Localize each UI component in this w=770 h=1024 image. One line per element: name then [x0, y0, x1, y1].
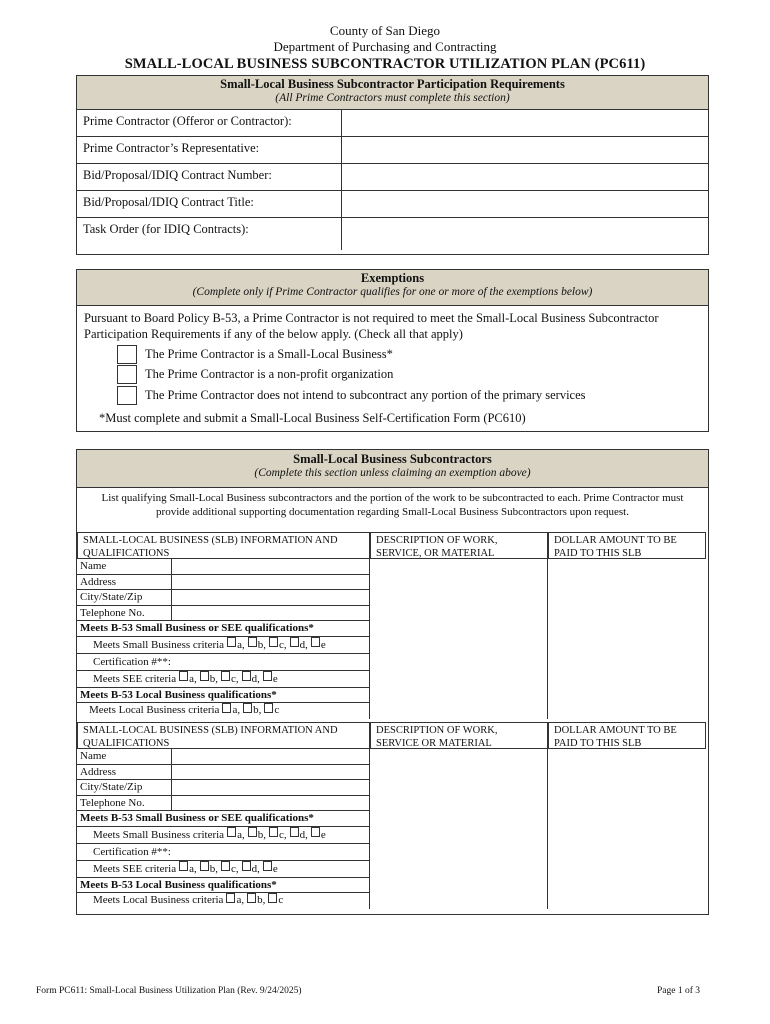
certification-label: Certification #**:: [93, 655, 171, 668]
certification-row: [77, 654, 369, 671]
slb-block-2-body: [77, 749, 706, 909]
exemption-label-small-local: The Prime Contractor is a Small-Local Business*: [145, 346, 393, 361]
city-label: City/State/Zip: [77, 780, 172, 795]
small-business-criteria-row: [77, 827, 369, 844]
exemptions-section: [76, 269, 709, 432]
slb-info-column-header: SMALL-LOCAL BUSINESS (SLB) INFORMATION AND QUALIFICATIONS: [77, 532, 370, 559]
exemption-label-non-profit: The Prime Contractor is a non-profit organization: [145, 367, 394, 382]
work-description-column-header: DESCRIPTION OF WORK, SERVICE OR MATERIAL: [370, 722, 548, 749]
subcontractors-header: [77, 450, 708, 488]
local-b-checkbox[interactable]: [243, 703, 252, 713]
page-number: Page 1 of 3: [656, 986, 700, 996]
name-row: [77, 559, 369, 575]
subcontractors-instructions: List qualifying Small-Local Business subcontractors and the portion of the work to be subcontracted to each. Prime Contractor must provide additional supporting documentation regarding Small-Local Business Subcontractors upon request.: [101, 492, 684, 518]
address-field[interactable]: [172, 575, 369, 590]
criteria-e-label: e: [320, 638, 326, 651]
slb-info-cell: [77, 559, 370, 719]
representative-field[interactable]: [342, 137, 708, 163]
small-business-criteria-label: Meets Small Business criteria: [93, 638, 225, 651]
see-c-checkbox[interactable]: [221, 671, 230, 681]
exemptions-subtitle: (Complete only if Prime Contractor qualifies for one or more of the exemptions below): [192, 286, 593, 298]
department-name: Department of Purchasing and Contracting: [273, 39, 497, 54]
requirements-title: Small-Local Business Subcontractor Participation Requirements: [220, 77, 565, 91]
city-row: [77, 590, 369, 606]
prime-contractor-field[interactable]: [342, 110, 708, 136]
phone-label: Telephone No.: [77, 796, 172, 811]
city-field[interactable]: [172, 780, 369, 795]
see-b-label: b,: [209, 672, 218, 685]
exemption-checkbox-no-subcontract[interactable]: [117, 386, 137, 405]
certification-label: Certification #**:: [93, 845, 171, 858]
phone-field[interactable]: [172, 796, 369, 811]
phone-field[interactable]: [172, 606, 369, 621]
local-a-label: a,: [236, 894, 245, 906]
see-criteria-label: Meets SEE criteria: [93, 862, 177, 875]
subcontractors-subtitle: (Complete this section unless claiming an exemption above): [254, 467, 531, 479]
address-field[interactable]: [172, 765, 369, 780]
slb-info-cell: [77, 749, 370, 909]
criteria-c-checkbox[interactable]: [269, 637, 278, 647]
see-b-checkbox[interactable]: [200, 671, 209, 681]
see-a-checkbox[interactable]: [179, 861, 188, 871]
dollar-amount-column-header: DOLLAR AMOUNT TO BE PAID TO THIS SLB: [548, 532, 706, 559]
slb-block-2: [77, 722, 706, 909]
representative-row: [77, 137, 708, 164]
prime-contractor-label: Prime Contractor (Offeror or Contractor):: [77, 110, 342, 136]
local-a-label: a,: [232, 704, 241, 716]
see-e-checkbox[interactable]: [263, 671, 272, 681]
certification-row: [77, 844, 369, 861]
form-title: SMALL-LOCAL BUSINESS SUBCONTRACTOR UTILIZATION PLAN (PC611): [124, 56, 646, 72]
address-row: [77, 765, 369, 781]
criteria-b-checkbox[interactable]: [248, 637, 257, 647]
local-business-criteria-label: Meets Local Business criteria: [93, 894, 224, 906]
criteria-a-checkbox[interactable]: [227, 827, 236, 837]
exemptions-header: [77, 270, 708, 306]
see-a-label: a,: [189, 672, 197, 685]
local-a-checkbox[interactable]: [226, 893, 235, 903]
dollar-amount-field[interactable]: [548, 559, 706, 719]
see-criteria-row: [77, 861, 369, 878]
see-d-checkbox[interactable]: [242, 861, 251, 871]
see-a-checkbox[interactable]: [179, 671, 188, 681]
local-business-criteria-row: [77, 893, 369, 909]
county-name: County of San Diego: [329, 23, 441, 38]
task-order-field[interactable]: [342, 218, 708, 250]
local-business-qualifications: Meets B-53 Local Business qualifications*: [77, 688, 369, 704]
see-c-checkbox[interactable]: [221, 861, 230, 871]
see-d-checkbox[interactable]: [242, 671, 251, 681]
see-d-label: d,: [251, 672, 260, 685]
contract-title-label: Bid/Proposal/IDIQ Contract Title:: [77, 191, 342, 217]
task-order-row: [77, 218, 708, 250]
exemption-option-non-profit: [117, 365, 708, 386]
contract-title-row: [77, 191, 708, 218]
see-criteria-label: Meets SEE criteria: [93, 672, 177, 685]
contract-number-field[interactable]: [342, 164, 708, 190]
local-b-label: b,: [253, 704, 262, 716]
subcontractors-title: Small-Local Business Subcontractors: [293, 452, 492, 466]
small-business-criteria-row: [77, 637, 369, 654]
exemption-checkbox-non-profit[interactable]: [117, 365, 137, 384]
local-business-criteria-row: [77, 703, 369, 719]
phone-row: [77, 606, 369, 622]
phone-row: [77, 796, 369, 812]
see-criteria-row: [77, 671, 369, 688]
slb-block-1-header: [77, 532, 706, 559]
slb-block-1-body: [77, 559, 706, 719]
dollar-amount-field[interactable]: [548, 749, 706, 909]
criteria-d-checkbox[interactable]: [290, 827, 299, 837]
slb-info-column-header: SMALL-LOCAL BUSINESS (SLB) INFORMATION AND QUALIFICATIONS: [77, 722, 370, 749]
criteria-e-checkbox[interactable]: [311, 637, 320, 647]
see-c-label: c,: [230, 862, 239, 875]
exemption-options: [117, 344, 708, 406]
phone-label: Telephone No.: [77, 606, 172, 621]
local-business-qualifications: Meets B-53 Local Business qualifications*: [77, 878, 369, 894]
contract-number-label: Bid/Proposal/IDIQ Contract Number:: [77, 164, 342, 190]
exemptions-intro: Pursuant to Board Policy B-53, a Prime Contractor is not required to meet the Small-Local Business Subcontractor Participation Requirements if any of the below apply. (Check all that apply): [84, 311, 659, 341]
work-description-column-header: DESCRIPTION OF WORK, SERVICE, OR MATERIAL: [370, 532, 548, 559]
criteria-a-label: a,: [237, 638, 245, 651]
criteria-c-checkbox[interactable]: [269, 827, 278, 837]
exemption-option-small-local: [117, 344, 708, 365]
criteria-a-label: a,: [237, 828, 245, 841]
exemption-checkbox-small-local[interactable]: [117, 345, 137, 364]
see-a-label: a,: [189, 862, 197, 875]
local-b-label: b,: [257, 894, 266, 906]
see-c-label: c,: [230, 672, 239, 685]
see-e-label: e: [272, 862, 278, 875]
representative-label: Prime Contractor’s Representative:: [77, 137, 342, 163]
criteria-e-label: e: [320, 828, 326, 841]
see-e-label: e: [272, 672, 278, 685]
city-label: City/State/Zip: [77, 590, 172, 605]
exemptions-note: *Must complete and submit a Small-Local Business Self-Certification Form (PC610): [99, 410, 526, 425]
small-business-qualifications: Meets B-53 Small Business or SEE qualifications*: [77, 811, 369, 827]
local-business-criteria-label: Meets Local Business criteria: [89, 704, 220, 716]
see-b-label: b,: [209, 862, 218, 875]
name-row: [77, 749, 369, 765]
name-label: Name: [77, 749, 172, 764]
city-row: [77, 780, 369, 796]
form-footer: Form PC611: Small-Local Business Utilization Plan (Rev. 9/24/2025): [36, 986, 302, 996]
city-field[interactable]: [172, 590, 369, 605]
name-label: Name: [77, 559, 172, 574]
contract-number-row: [77, 164, 708, 191]
address-label: Address: [77, 765, 172, 780]
address-label: Address: [77, 575, 172, 590]
exemption-option-no-subcontract: [117, 385, 708, 406]
small-business-criteria-label: Meets Small Business criteria: [93, 828, 225, 841]
criteria-e-checkbox[interactable]: [311, 827, 320, 837]
criteria-d-label: d,: [299, 828, 308, 841]
see-e-checkbox[interactable]: [263, 861, 272, 871]
task-order-label: Task Order (for IDIQ Contracts):: [77, 218, 342, 250]
contract-title-field[interactable]: [342, 191, 708, 217]
local-b-checkbox[interactable]: [247, 893, 256, 903]
slb-block-2-header: [77, 722, 706, 749]
work-description-field[interactable]: [370, 559, 548, 719]
exemptions-title: Exemptions: [360, 271, 425, 285]
criteria-b-label: b,: [257, 828, 266, 841]
name-field[interactable]: [172, 749, 369, 764]
exemption-label-no-subcontract: The Prime Contractor does not intend to subcontract any portion of the primary services: [145, 387, 586, 402]
name-field[interactable]: [172, 559, 369, 574]
criteria-c-label: c,: [278, 638, 287, 651]
local-c-label: c: [274, 704, 280, 716]
requirements-header: [77, 76, 708, 110]
criteria-b-checkbox[interactable]: [248, 827, 257, 837]
local-c-checkbox[interactable]: [268, 893, 277, 903]
work-description-field[interactable]: [370, 749, 548, 909]
see-d-label: d,: [251, 862, 260, 875]
criteria-d-checkbox[interactable]: [290, 637, 299, 647]
small-business-qualifications: Meets B-53 Small Business or SEE qualifications*: [77, 621, 369, 637]
address-row: [77, 575, 369, 591]
prime-contractor-row: [77, 110, 708, 137]
local-a-checkbox[interactable]: [222, 703, 231, 713]
dollar-amount-column-header: DOLLAR AMOUNT TO BE PAID TO THIS SLB: [548, 722, 706, 749]
criteria-b-label: b,: [257, 638, 266, 651]
criteria-c-label: c,: [278, 828, 287, 841]
requirements-subtitle: (All Prime Contractors must complete this section): [275, 92, 510, 104]
criteria-d-label: d,: [299, 638, 308, 651]
requirements-section: [76, 75, 709, 255]
subcontractors-section: [76, 449, 709, 915]
see-b-checkbox[interactable]: [200, 861, 209, 871]
criteria-a-checkbox[interactable]: [227, 637, 236, 647]
slb-block-1: [77, 532, 706, 719]
local-c-label: c: [278, 894, 284, 906]
local-c-checkbox[interactable]: [264, 703, 273, 713]
